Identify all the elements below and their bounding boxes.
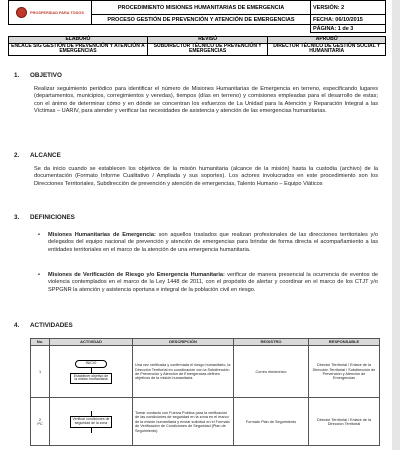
col-no: No. bbox=[31, 339, 50, 346]
sig-header-elaboro: ELABORÓ bbox=[9, 37, 148, 44]
table-row bbox=[31, 346, 380, 398]
col-responsable: RESPONSABLE bbox=[309, 339, 380, 346]
row-registro: Formato Plan de Seguimiento bbox=[234, 398, 309, 446]
coat-of-arms-icon bbox=[16, 7, 27, 18]
row-responsable: Director Territorial / Enlace de la Dirección Territorial / Subdirección de Prevención y Atención de Emergencias bbox=[309, 346, 380, 398]
section-objetivo: 1. OBJETIVO bbox=[14, 72, 62, 79]
flow-process-node: Verificar condiciones de seguridad de la zona bbox=[70, 416, 112, 428]
logo-cell bbox=[9, 1, 92, 25]
definition-text: verificar de manera presencial la ocurrencia de eventos de violencia contemplados en el marco de la Ley 1448 de 2011, con el propósito de alertar y coordinar en el marco de los CTJT y/o SPPGNR la atención y asistencia oportuna e integral de la población civil en riesgo. bbox=[48, 272, 378, 293]
flow-cell bbox=[50, 346, 133, 398]
table-row bbox=[31, 398, 380, 446]
objetivo-text: Realizar seguimiento periódico para identificar el número de Misiones Humanitarias de Emergencia en terreno, especificando lugares (departamentos, municipios, corregimientos y veredas), tiempos (días en terreno) y comisiones empleadas para el desarrollo de estas; con el ánimo de determinar cómo y en dónde se concentran los esfuerzos de La Unidad para la Atención y Reparación Integral a las Víctimas – UARIV, para atender y verificar las necesidades de asistencia y atención de las emergencias humanitarias. bbox=[34, 86, 378, 115]
version: VERSIÓN: 2 bbox=[311, 1, 386, 15]
flow-process-node: Establecer objetivo de la misión humanitaria bbox=[70, 373, 112, 385]
sig-elaboro: ENLACE SIG GESTIÓN DE PREVENCIÓN Y ATENCIÓN A EMERGENCIAS bbox=[9, 43, 148, 55]
definition-term: Misiones Humanitarias de Emergencia: bbox=[48, 232, 156, 238]
section-definiciones: 3. DEFINICIONES bbox=[14, 214, 75, 221]
col-registro: REGISTRO bbox=[234, 339, 309, 346]
definition-item bbox=[38, 232, 379, 254]
alcance-text: Se da inicio cuando se establecen los objetivos de la misión humanitaria (alcance de la misión) hasta la custodia (archivo) de la documentación (Formato Informe Cualitativo / Ampliada y sus soportes). Los actores involucrados en este procedimiento son los Direcciones Territoriales, Subdirección de prevención y atención de emergencias, Talento Humano – Equipo Viáticos bbox=[34, 166, 378, 187]
page-number: PÁGINA: 1 de 3 bbox=[311, 25, 386, 33]
row-description: Tomar contacto con Fuerza Pública para la verificación de las condiciones de seguridad en la zona en el marco de la misión humanitaria y enviar solicitud en el Formato de Verificación de Condiciones de Seguridad (Plan de Seguimiento). bbox=[133, 398, 234, 446]
row-description: Una vez verificada y confirmada el riesgo humanitario, la Dirección Territorial en coordinación con la Subdirección de Prevención y Atención de Emergencias definen objetivos de la misión humanitaria. bbox=[133, 346, 234, 398]
sig-aprobo: DIRECTOR TÉCNICO DE GESTIÓN SOCIAL Y HUMANITARIA bbox=[268, 43, 386, 55]
sig-header-aprobo: APROBÓ bbox=[268, 37, 386, 44]
section-actividades: 4. ACTIVIDADES bbox=[14, 322, 73, 329]
col-descripcion: DESCRIPCIÓN bbox=[133, 339, 234, 346]
signatures-table bbox=[8, 36, 386, 56]
sig-header-reviso: REVISÓ bbox=[147, 37, 268, 44]
definition-term: Misiones de Verificación de Riesgo y/o Emergencia Humanitaria: bbox=[48, 272, 225, 278]
definition-item bbox=[38, 272, 378, 294]
document-header bbox=[8, 0, 386, 33]
scrollbar-track[interactable] bbox=[392, 0, 400, 450]
row-number: 1 bbox=[31, 346, 50, 398]
bullet-icon: • bbox=[38, 272, 40, 278]
document-title: PROCEDIMIENTO MISIONES HUMANITARIAS DE EMERGENCIA bbox=[92, 1, 311, 15]
row-responsable: Director Territorial / Enlace de la Dirección Territorial bbox=[309, 398, 380, 446]
row-registro: Correo electrónico bbox=[234, 346, 309, 398]
date: FECHA: 06/10/2015 bbox=[311, 15, 386, 25]
definition-text: son aquellos traslados que realizan profesionales de las direcciones territoriales y/o delegados del equipo nacional de prevención y atención de emergencias para brindar de forma directa el acompañamiento a las entidades territoriales en el marco de la atención de una emergencia humanitaria. bbox=[48, 232, 379, 253]
process-name: PROCESO GESTIÓN DE PREVENCIÓN Y ATENCIÓN DE EMERGENCIAS bbox=[92, 15, 311, 25]
col-actividad: ACTIVIDAD bbox=[50, 339, 133, 346]
bullet-icon: • bbox=[38, 232, 40, 238]
section-alcance: 2. ALCANCE bbox=[14, 152, 61, 159]
row-number: 2 PC bbox=[31, 398, 50, 446]
flow-start-node: INICIO bbox=[75, 360, 107, 368]
activities-table bbox=[30, 338, 380, 446]
flow-cell bbox=[50, 398, 133, 446]
flow-arrow bbox=[91, 428, 92, 433]
sig-reviso: SUBDIRECTOR TÉCNICO DE PREVENCIÓN Y EMERGENCIAS bbox=[147, 43, 268, 55]
logo-text: PROSPERIDAD PARA TODOS bbox=[30, 10, 84, 15]
